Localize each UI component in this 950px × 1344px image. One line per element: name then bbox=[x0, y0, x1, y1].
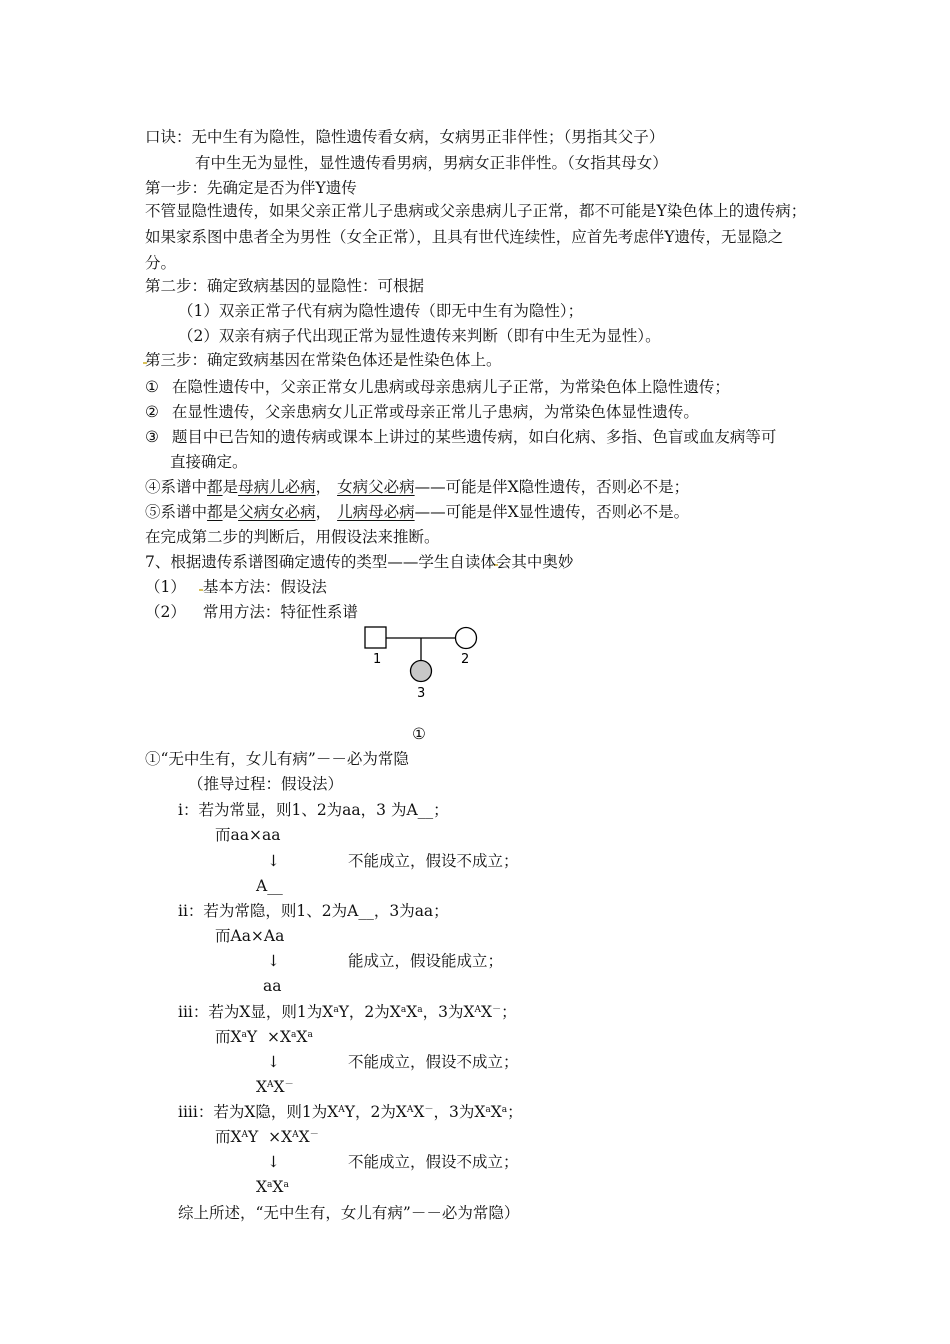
rule-text: 在隐性遗传中，父亲正常女儿患病或母亲患病儿子正常，为常染色体上隐性遗传； bbox=[171, 378, 730, 396]
father-label: 1 bbox=[373, 652, 382, 667]
underlined-text: 父病女必病 bbox=[238, 503, 316, 521]
case-2-result: 能成立，假设能成立； bbox=[348, 952, 504, 970]
rule-text: ——可能是伴X隐性遗传，否则必不是； bbox=[414, 478, 690, 496]
rule-number: ① bbox=[145, 378, 159, 396]
rule-number: ④ bbox=[145, 478, 161, 496]
underlined-text: 都 bbox=[207, 478, 223, 496]
step2-title: 第二步：确定致病基因的显隐性：可根据 bbox=[145, 277, 425, 295]
case-2-cross: 而Aa×Aa bbox=[215, 927, 285, 945]
derivation-conclusion: 综上所述，“无中生有，女儿有病”－－必为常隐） bbox=[178, 1204, 520, 1222]
case-3-result: 不能成立，假设不成立； bbox=[348, 1053, 519, 1071]
case-2-offspring: aa bbox=[263, 977, 282, 995]
rule-3 bbox=[145, 427, 776, 447]
section7-title: 7、根据遗传系谱图确定遗传的类型——学生自读体会其中奥妙 bbox=[145, 553, 574, 571]
underlined-text: 母病儿必病 bbox=[238, 478, 316, 496]
rule-number: ② bbox=[145, 403, 159, 421]
step1-title: 第一步：先确定是否为伴Y遗传 bbox=[145, 179, 357, 197]
case-3-title: iii：若为X显，则1为$X^aY$，2为$X^aX^a$，3为$X^AX^-$； bbox=[178, 1003, 517, 1021]
rule-text: ， bbox=[315, 503, 332, 521]
child-label: 3 bbox=[417, 686, 426, 701]
underlined-text: 女病父必病 bbox=[337, 478, 415, 496]
arrow-down-icon: ↓ bbox=[267, 1053, 280, 1071]
case-4-offspring: $X^aX^a$ bbox=[256, 1178, 289, 1196]
derivation-heading: ①“无中生有，女儿有病”－－必为常隐 bbox=[145, 750, 409, 768]
pedigree-diagram bbox=[355, 618, 495, 708]
case-4-cross: 而$X^AY \times X^AX^-$ bbox=[215, 1128, 319, 1146]
rule-number: ③ bbox=[145, 428, 159, 446]
pedigree-caption: ① bbox=[412, 725, 426, 743]
female-unaffected-symbol bbox=[456, 628, 477, 649]
rule-3-continuation: 直接确定。 bbox=[170, 453, 248, 471]
rule-text: 系谱中 bbox=[160, 478, 208, 496]
step2-item-1: （1）双亲正常子代有病为隐性遗传（即无中生有为隐性）； bbox=[178, 302, 584, 320]
mnemonic-line-1: 口诀：无中生有为隐性，隐性遗传看女病，女病男正非伴性；（男指其父子） bbox=[145, 128, 665, 146]
rule-1 bbox=[145, 377, 730, 397]
case-4-result: 不能成立，假设不成立； bbox=[348, 1153, 519, 1171]
case-1-result: 不能成立，假设不成立； bbox=[348, 852, 519, 870]
case-1-cross: 而aa×aa bbox=[215, 826, 281, 844]
rule-4 bbox=[145, 477, 689, 497]
rule-text: 在显性遗传，父亲患病女儿正常或母亲正常儿子患病，为常染色体显性遗传。 bbox=[171, 403, 699, 421]
case-1-title: i：若为常显，则1、2为aa，3 为A__； bbox=[178, 801, 449, 819]
underlined-text: 儿病母必病 bbox=[337, 503, 415, 521]
method-text: 常用方法：特征性系谱 bbox=[202, 603, 358, 621]
rule-text: 系谱中 bbox=[160, 503, 208, 521]
arrow-down-icon: ↓ bbox=[267, 1153, 280, 1171]
rule-text: ， bbox=[315, 478, 332, 496]
derivation-method: （推导过程：假设法） bbox=[188, 775, 344, 793]
case-2-title: ii：若为常隐，则1、2为A__，3为aa； bbox=[178, 902, 449, 920]
male-unaffected-symbol bbox=[365, 627, 386, 648]
method-1 bbox=[145, 577, 327, 597]
method-text: 基本方法：假设法 bbox=[202, 578, 327, 596]
case-1-offspring: A__ bbox=[256, 877, 283, 895]
rule-text: ——可能是伴X显性遗传，否则必不是。 bbox=[414, 503, 690, 521]
step2-item-2: （2）双亲有病子代出现正常为显性遗传来判断（即有中生无为显性）。 bbox=[178, 327, 661, 345]
method-number: （1） bbox=[145, 578, 186, 596]
female-affected-symbol bbox=[411, 661, 432, 682]
step3-title: 第三步：确定致病基因在常染色体还是性染色体上。 bbox=[145, 351, 502, 369]
rule-text: 是 bbox=[222, 503, 239, 521]
method-number: （2） bbox=[145, 603, 186, 621]
step3-after: 在完成第二步的判断后，用假设法来推断。 bbox=[145, 528, 440, 546]
edit-mark bbox=[199, 589, 203, 591]
case-4-title: iiii：若为X隐，则1为$X^AY$，2为$X^AX^-$，3为$X^aX^a$； bbox=[178, 1103, 523, 1121]
method-2 bbox=[145, 602, 358, 622]
case-3-cross: 而$X^aY \times X^aX^a$ bbox=[215, 1028, 313, 1046]
rule-text: 题目中已告知的遗传病或课本上讲过的某些遗传病，如白化病、多指、色盲或血友病等可 bbox=[171, 428, 777, 446]
step1-body: 不管显隐性遗传，如果父亲正常儿子患病或父亲患病儿子正常，都不可能是Y染色体上的遗传病；如果家系图中患者全为男性（女全正常），且具有世代连续性，应首先考虑伴Y遗传，无显隐之分。 bbox=[145, 202, 807, 272]
rule-text: 是 bbox=[222, 478, 239, 496]
case-3-offspring: $X^AX^-$ bbox=[256, 1078, 294, 1096]
mnemonic-line-2: 有中生无为显性，显性遗传看男病，男病女正非伴性。（女指其母女） bbox=[195, 154, 668, 172]
rule-5 bbox=[145, 502, 689, 522]
rule-number: ⑤ bbox=[145, 503, 161, 521]
rule-2 bbox=[145, 402, 699, 422]
arrow-down-icon: ↓ bbox=[267, 852, 280, 870]
mother-label: 2 bbox=[461, 652, 470, 667]
arrow-down-icon: ↓ bbox=[267, 952, 280, 970]
underlined-text: 都 bbox=[207, 503, 223, 521]
